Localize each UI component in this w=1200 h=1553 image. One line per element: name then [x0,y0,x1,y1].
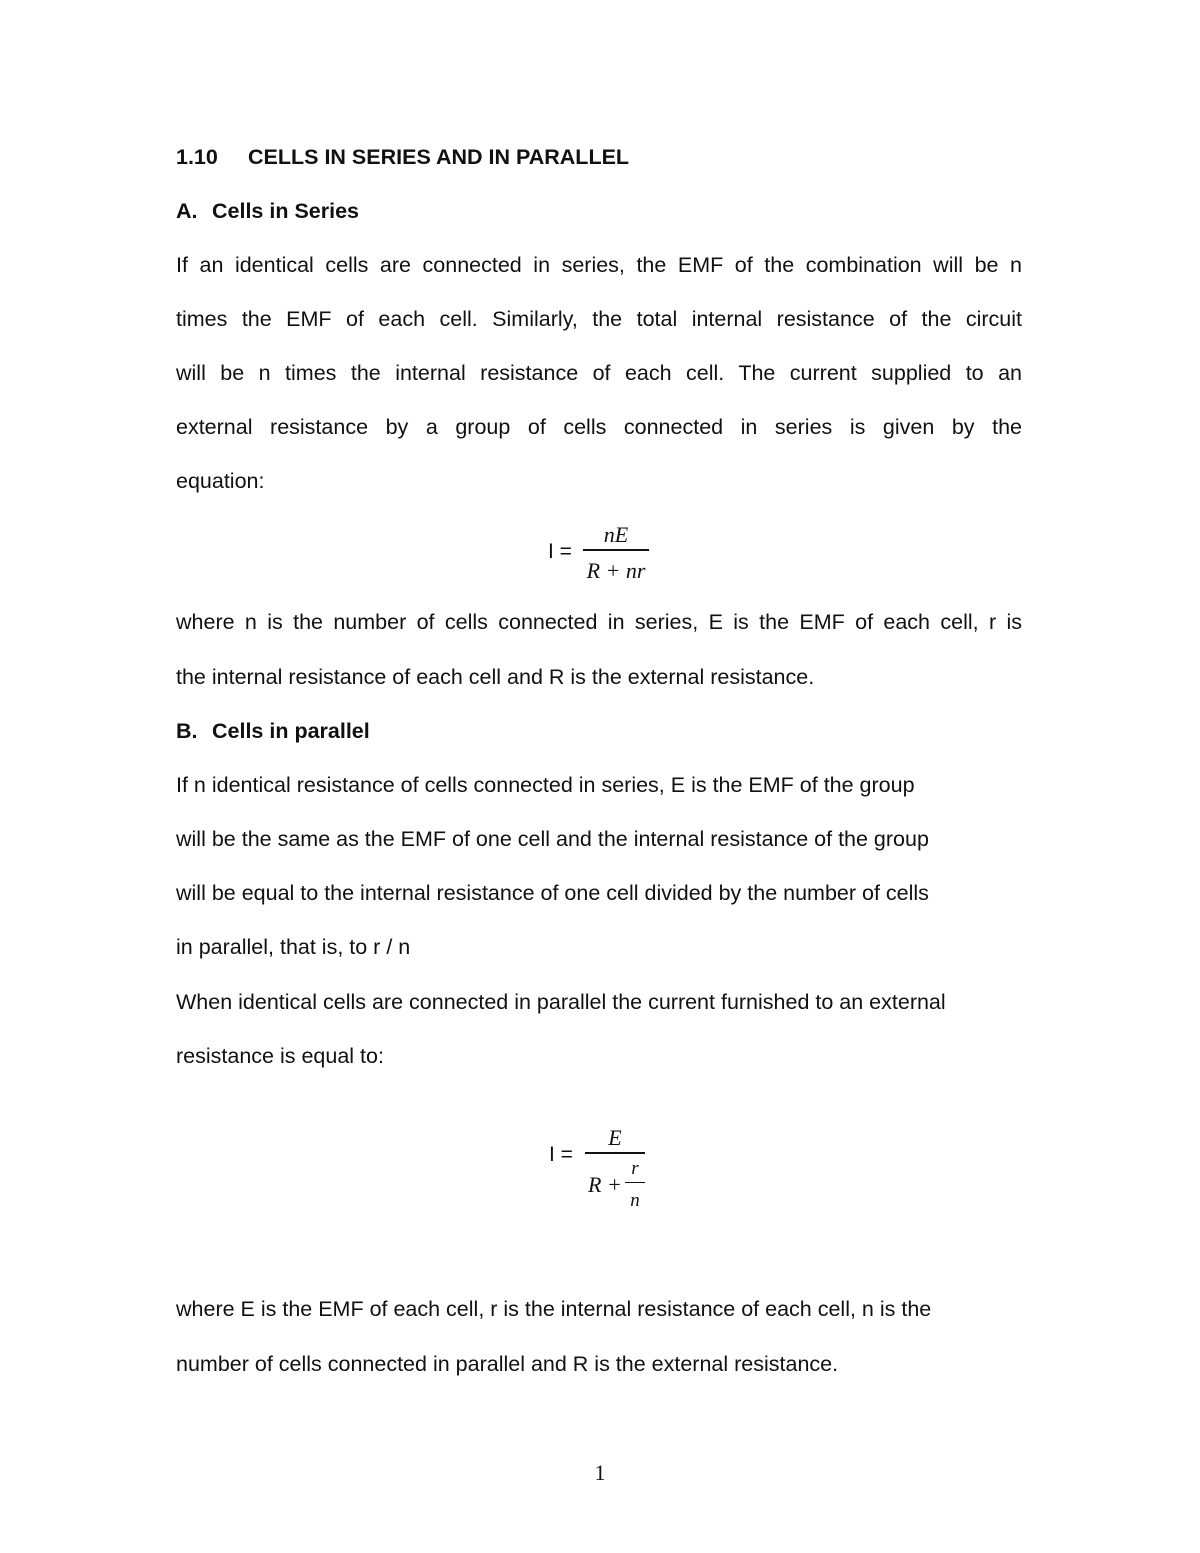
paragraph-line: resistance is equal to: [176,1044,384,1068]
paragraph-line: the internal resistance of each cell and R is the external resistance. [176,665,815,689]
paragraph-line: in parallel, that is, to r / n [176,935,411,959]
section-number: 1.10 [176,145,218,169]
equation-denominator: R + nr [586,558,646,583]
paragraph-line: external resistance by a group of cells connected in series is given by the [176,415,1022,439]
subsection-heading-parallel [176,721,370,743]
paragraph-line: where n is the number of cells connected in series, E is the EMF of each cell, r is [176,610,1022,634]
section-heading [176,147,629,169]
paragraph-line: will be equal to the internal resistance of one cell divided by the number of cells [176,881,929,905]
paragraph-line: number of cells connected in parallel and R is the external resistance. [176,1352,839,1376]
paragraph-line: where E is the EMF of each cell, r is the internal resistance of each cell, n is the [176,1297,932,1321]
fraction-bar [583,549,649,551]
equation-numerator: nE [603,522,629,547]
equation-numerator: E [608,1125,622,1150]
subsection-letter: A. [176,199,198,223]
inner-denominator: n [630,1190,640,1211]
subsection-heading-series [176,201,359,223]
equation-lhs: I = [548,540,572,563]
equation-denominator: R + [588,1172,622,1197]
paragraph-line: If n identical resistance of cells connected in series, E is the EMF of the group [176,773,915,797]
equation-lhs: I = [549,1143,573,1166]
subsection-title: Cells in Series [212,199,359,223]
section-title: CELLS IN SERIES AND IN PARALLEL [248,145,630,169]
page-number: 1 [594,1460,606,1485]
paragraph-line: When identical cells are connected in parallel the current furnished to an external [176,990,946,1014]
paragraph-line: If an identical cells are connected in series, the EMF of the combination will be n [176,253,1022,277]
paragraph-line: will be the same as the EMF of one cell and the internal resistance of the group [176,827,929,851]
subsection-letter: B. [176,719,198,743]
paragraph-line: equation: [176,469,265,493]
inner-numerator: r [631,1158,639,1179]
subsection-title: Cells in parallel [212,719,370,743]
fraction-bar [585,1152,645,1154]
paragraph-line: will be n times the internal resistance of each cell. The current supplied to an [176,361,1022,385]
inner-fraction-bar [625,1182,645,1183]
paragraph-line: times the EMF of each cell. Similarly, the total internal resistance of the circuit [176,307,1022,331]
